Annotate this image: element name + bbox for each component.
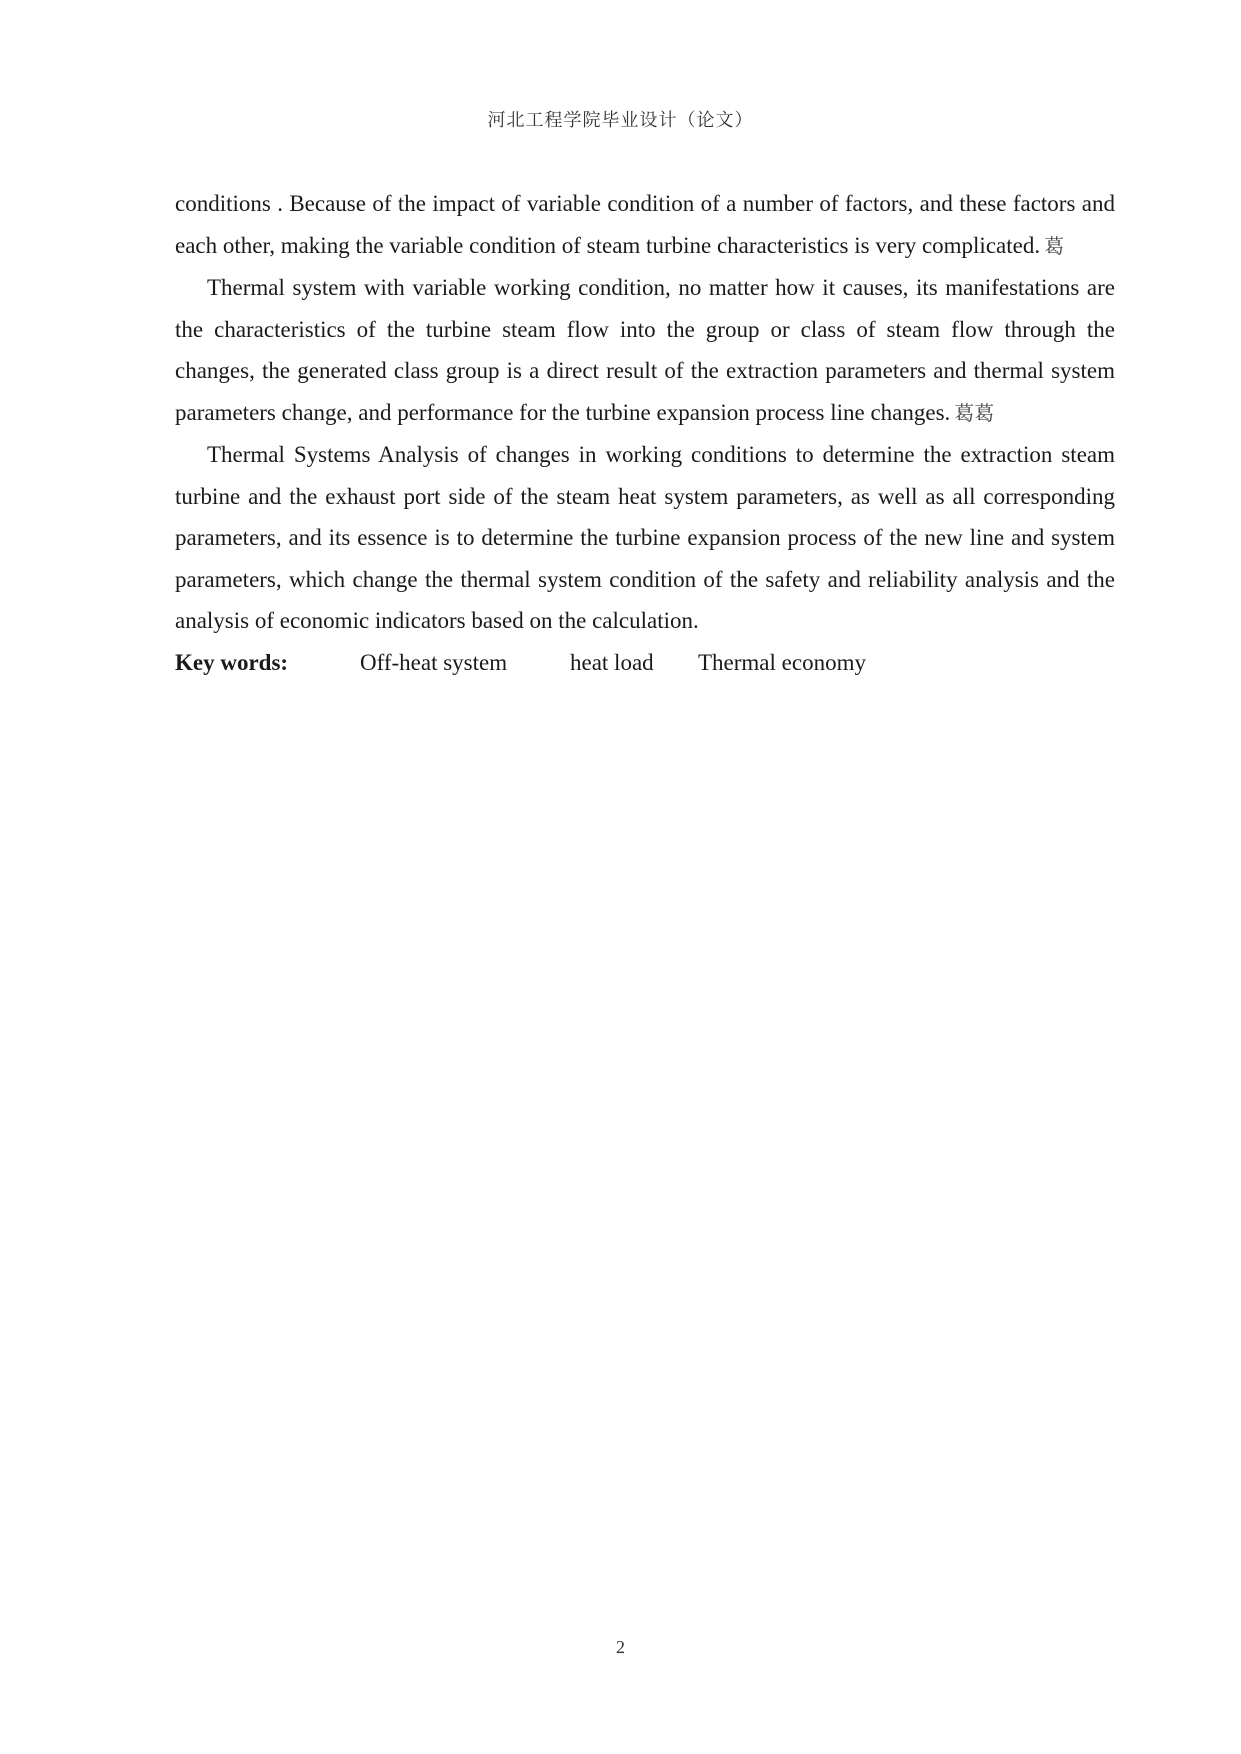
- paragraph-continuation: [175, 183, 1115, 267]
- page-header: [0, 106, 1241, 132]
- page-number: 2: [616, 1637, 625, 1657]
- reference-mark: 葛: [1044, 233, 1065, 258]
- paragraph: [175, 434, 1115, 642]
- keyword-item: heat load: [570, 649, 654, 675]
- keywords-line: [175, 642, 1115, 684]
- keyword-item: Off-heat system: [360, 649, 508, 675]
- paragraph-text: Thermal Systems Analysis of changes in working conditions to determine the extraction steam turbine and the exhaust port side of the steam heat system parameters, as well as all corresponding parameters, and its essence is to determine the turbine expansion process of the new line and system parameters, which change the thermal system condition of the safety and reliability analysis and the analysis of economic indicators based on the calculation.: [175, 442, 1115, 633]
- body-text: [175, 183, 1115, 683]
- keyword-item: Thermal economy: [698, 649, 866, 675]
- paragraph-text: Thermal system with variable working condition, no matter how it causes, its manifestations are the characteristics of the turbine steam flow into the group or class of steam flow through the changes, the generated class group is a direct result of the extraction parameters and thermal system parameters change, and performance for the turbine expansion process line changes.: [175, 275, 1115, 425]
- keywords-label: Key words:: [175, 649, 289, 675]
- header-title: 河北工程学院毕业设计（论文）: [487, 110, 754, 130]
- paragraph-text: conditions . Because of the impact of variable condition of a number of factors, and these factors and each other, making the variable condition of steam turbine characteristics is very complicated.: [175, 191, 1115, 258]
- header-rule: [175, 136, 1066, 137]
- reference-mark: 葛葛: [954, 400, 995, 425]
- paragraph: [175, 267, 1115, 434]
